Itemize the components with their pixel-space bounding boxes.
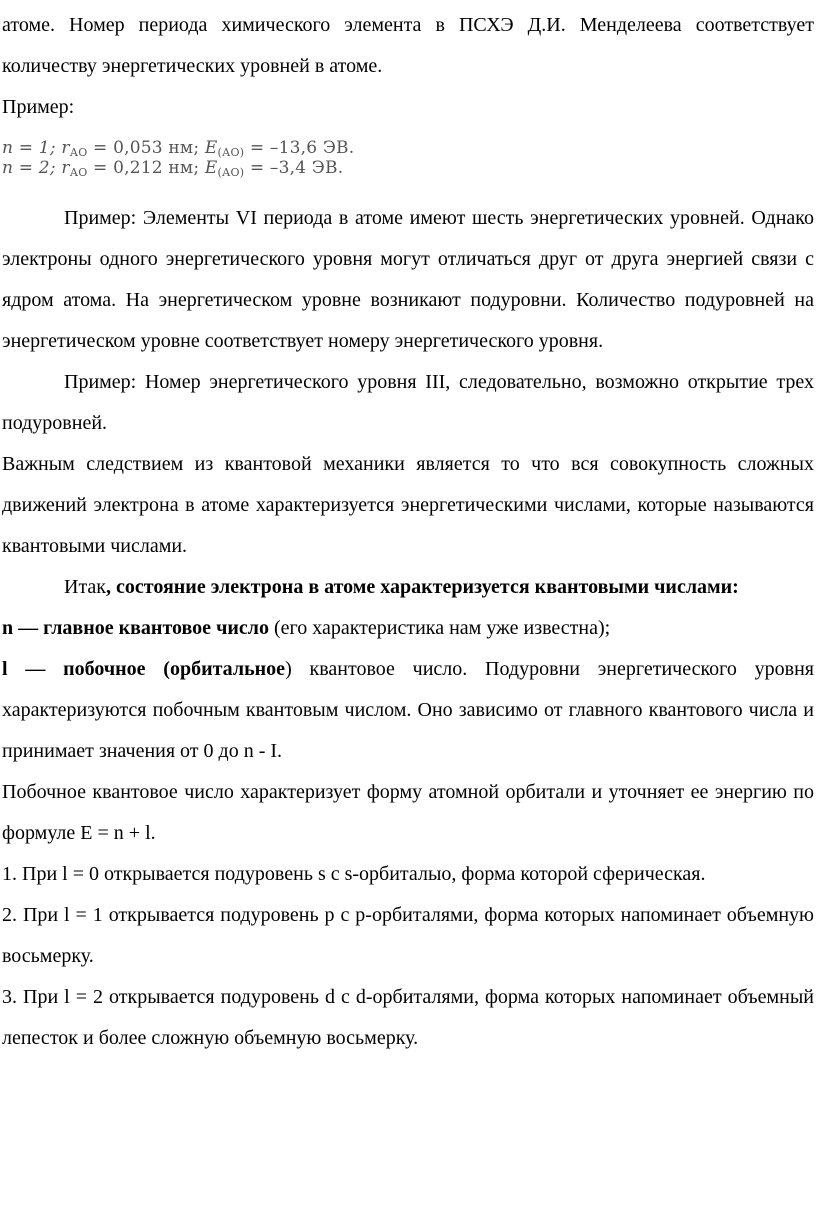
paragraph-example-level-iii: Пример: Номер энергетического уровня III, следовательно, возможно открытие трех подуровней. [2, 371, 814, 434]
paragraph-period-number: атоме. Номер периода химического элемента в ПСХЭ Д.И. Менделеева соответствует количеству энергетических уровней в атоме. [2, 14, 814, 77]
list-item-d-sublevel: 3. При l = 2 открывается подуровень d с d-орбиталями, форма которых напоминает объемный лепесток и более сложную объемную восьмерку. [2, 986, 814, 1049]
example-label: Пример: [2, 96, 75, 118]
list-item-s-sublevel: 1. При l = 0 открывается подуровень s с s-орбиталыо, форма которой сферическая. [2, 863, 706, 885]
paragraph-quantum-consequence: Важным следствием из квантовой механики является то что вся совокупность сложных движений электрона в атоме характеризуется энергетическими числами, которые называются квантовыми числами. [2, 453, 814, 557]
paragraph-electron-state: Итак, состояние электрона в атоме характеризуется квантовыми числами: [64, 576, 739, 598]
formula-line-1: n = 1; $r_{АО} = 0,053$ нм; $E_{(АО)} = -13,6$ ЭВ. [2, 138, 355, 159]
formula-image [2, 138, 814, 178]
formula-line-2: n = 2; $r_{АО} = 0,212$ нм; $E_{(АО)} = -3,4$ ЭВ. [2, 158, 344, 179]
list-item-p-sublevel: 2. При l = 1 открывается подуровень p с p-орбиталями, форма которых напоминает объемную восьмерку. [2, 904, 814, 967]
paragraph-orbital-number: l — побочное (орбитальное) квантовое число. Подуровни энергетического уровня характеризуются побочным квантовым числом. Оно зависимо от главного квантового числа и принимает значения от 0 до n - I. [2, 658, 814, 762]
paragraph-orbital-shape: Побочное квантовое число характеризует форму атомной орбитали и уточняет ее энергию по формуле E = n + l. [2, 781, 814, 844]
paragraph-principal-number: n — главное квантовое число (его характеристика нам уже известна); [2, 617, 611, 639]
paragraph-example-period-vi: Пример: Элементы VI периода в атоме имеют шесть энергетических уровней. Однако электроны одного энергетического уровня могут отличаться друг от друга энергией связи с ядром атома. На энергетическом уровне возникают подуровни. Количество подуровней на энергетическом уровне соответствует номеру энергетического уровня. [2, 207, 814, 352]
